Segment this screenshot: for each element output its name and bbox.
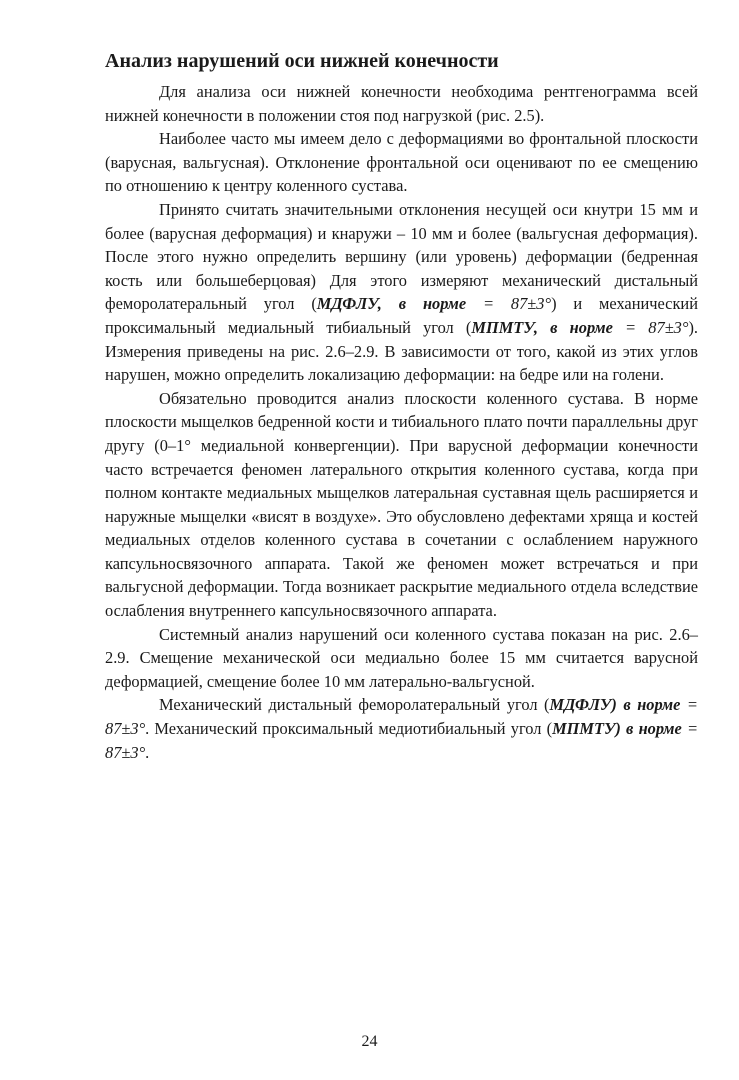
mpmtu-norm-value: = 87±3° [612, 317, 689, 337]
paragraph-6-text-3: . [145, 742, 150, 762]
mpmtu-norm-value-2: = 87±3° [105, 719, 698, 762]
paragraph-1: Для анализа оси нижней конечности необходима рентгенограмма всей нижней конечности в положении стоя под нагрузкой (рис. 2.5). [105, 82, 698, 125]
mpmtu-term-2: МПМТУ) в норме [552, 719, 682, 739]
paragraph-4: Обязательно проводится анализ плоскости коленного сустава. В норме плоскости мыщелков бедренной кости и тибиального плато почти параллельны друг другу (0–1° медиальной конвергенции). При варусной деформации конечности часто встречается феномен латерального открытия коленного сустава, когда при полном контакте медиальных мыщелков латеральная суставная щель расширяется и наружные мыщелки «висят в воздухе». Это обусловлено дефектами хряща и костей медиальных отделов коленного сустава в сочетании с ослаблением наружного капсульносвязочного аппарата. Такой же феномен может встречаться и при вальгусной деформации. Тогда возникает раскрытие медиального отдела вследствие ослабления внутреннего капсульносвязочного аппарата. [105, 388, 698, 621]
paragraph-3-text-3: ). Измерения приведены на рис. 2.6–2.9. В зависимости от того, какой из этих углов нарушен, можно определить локализацию деформации: на бедре или на голени. [105, 317, 698, 385]
page-number: 24 [361, 1033, 378, 1050]
mdflu-term: МДФЛУ, в норме [316, 294, 467, 314]
paragraph-3-text-1: Принято считать значительными отклонения несущей оси кнутри 15 мм и более (варусная деформация) и кнаружи – 10 мм и более (вальгусная деформация). После этого нужно определить вершину (или уровень) деформации (бедренная кость или большеберцовая) Для этого измеряют механический дистальный феморолатеральный угол ( [105, 199, 698, 314]
mpmtu-term: МПМТУ, в норме [471, 317, 613, 337]
paragraph-5: Системный анализ нарушений оси коленного сустава показан на рис. 2.6–2.9. Смещение механической оси медиально более 15 мм считается варусной деформацией, смещение более 10 мм латерально-вальгусной. [105, 624, 698, 691]
mdflu-norm-value: = 87±3° [466, 294, 552, 314]
paragraph-3-text-2: ) и механический проксимальный медиальный тибиальный угол ( [105, 294, 698, 337]
section-heading: Анализ нарушений оси нижней конечности [105, 50, 499, 72]
mdflu-term-2: МДФЛУ) в норме [549, 695, 681, 715]
body-text [105, 80, 698, 764]
mdflu-norm-value-2: = 87±3° [105, 695, 698, 739]
paragraph-3 [105, 198, 698, 387]
paragraph-6-text-2: . Механический проксимальный медиотибиальный угол ( [145, 719, 553, 739]
paragraph-2: Наиболее часто мы имеем дело с деформациями во фронтальной плоскости (варусная, вальгусная). Отклонение фронтальной оси оценивают по ее смещению по отношению к центру коленного сустава. [105, 129, 698, 196]
paragraph-6 [105, 693, 698, 764]
paragraph-6-text-1: Механический дистальный феморолатеральный угол ( [159, 695, 550, 715]
